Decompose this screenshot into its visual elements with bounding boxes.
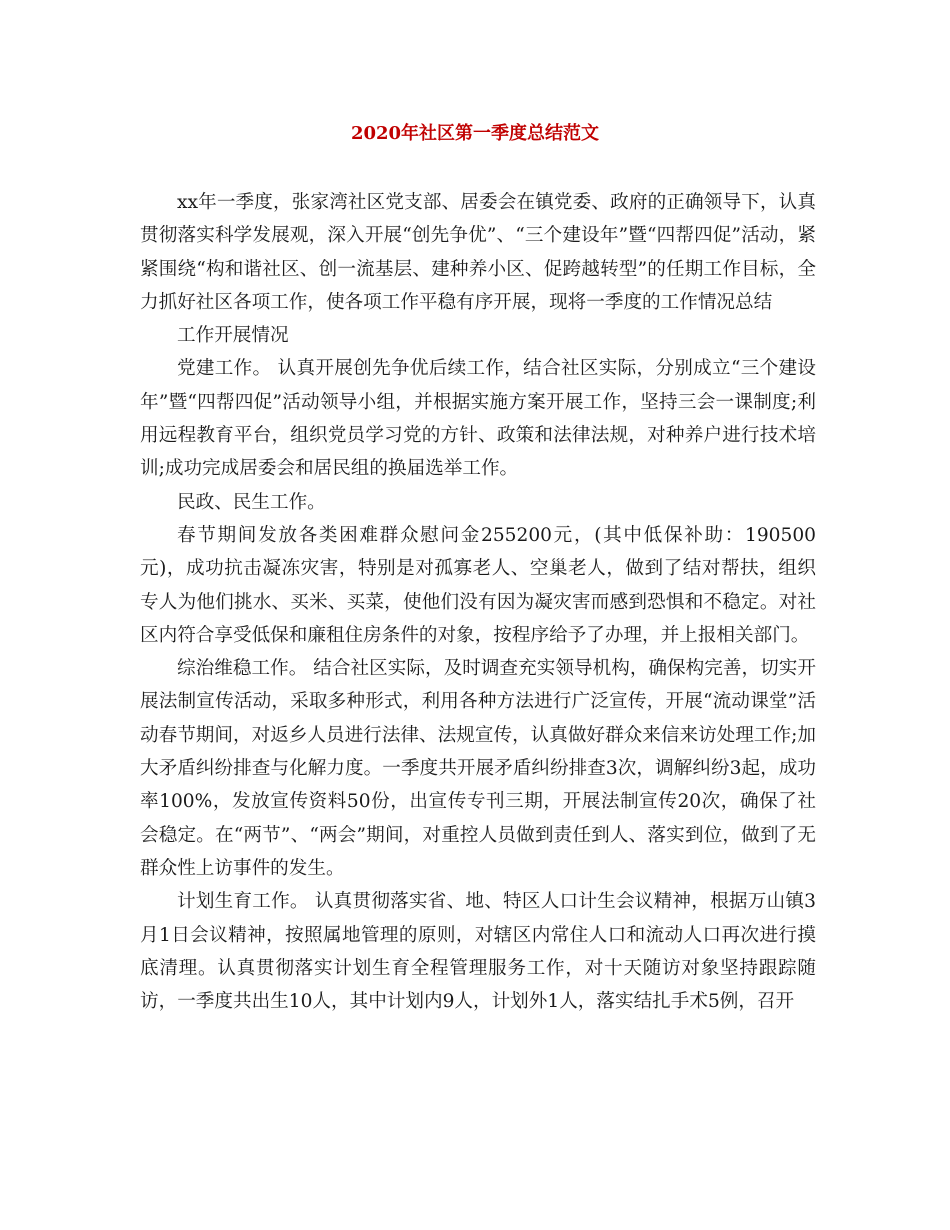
- document-body: [140, 186, 816, 1018]
- paragraph-stability: 综治维稳工作。 结合社区实际，及时调查充实领导机构，确保构完善，切实开展法制宣传活动，采取多种形式，利用各种方法进行广泛宣传，开展“流动课堂”活动春节期间，对返乡人员进行法律、法规宣传，认真做好群众来信来访处理工作;加大矛盾纠纷排查与化解力度。一季度共开展矛盾纠纷排查3次，调解纠纷3起，成功率100%，发放宣传资料50份，出宣传专刊三期，开展法制宣传20次，确保了社会稳定。在“两节”、“两会”期间，对重控人员做到责任到人、落实到位，做到了无群众性上访事件的发生。: [140, 658, 816, 879]
- paragraph-party-building: 党建工作。 认真开展创先争优后续工作，结合社区实际，分别成立“三个建设年”暨“四帮四促”活动领导小组，并根据实施方案开展工作，坚持三会一课制度;利用远程教育平台，组织党员学习党的方针、政策和法律法规，对种养户进行技术培训;成功完成居委会和居民组的换届选举工作。: [140, 358, 816, 480]
- paragraph-spring-festival: 春节期间发放各类困难群众慰问金255200元，(其中低保补助：190500元)，成功抗击凝冻灾害，特别是对孤寡老人、空巢老人，做到了结对帮扶，组织专人为他们挑水、买米、买菜，使他们没有因为凝灾害而感到恐惧和不稳定。对社区内符合享受低保和廉租住房条件的对象，按程序给予了办理，并上报相关部门。: [140, 524, 816, 646]
- paragraph-intro: xx年一季度，张家湾社区党支部、居委会在镇党委、政府的正确领导下，认真贯彻落实科学发展观，深入开展“创先争优”、“三个建设年”暨“四帮四促”活动，紧紧围绕“构和谐社区、创一流基层、建种养小区、促跨越转型”的任期工作目标，全力抓好社区各项工作，使各项工作平稳有序开展，现将一季度的工作情况总结: [140, 192, 816, 313]
- document-title: 2020年社区第一季度总结范文: [350, 123, 600, 144]
- paragraph-family-planning: 计划生育工作。 认真贯彻落实省、地、特区人口计生会议精神，根据万山镇3月1日会议精神，按照属地管理的原则，对辖区内常住人口和流动人口再次进行摸底清理。认真贯彻落实计划生育全程管理服务工作，对十天随访对象坚持跟踪随访，一季度共出生10人，其中计划内9人，计划外1人，落实结扎手术5例，召开: [140, 891, 816, 1013]
- paragraph-section-heading: 工作开展情况: [177, 325, 289, 347]
- paragraph-civil-affairs-heading: 民政、民生工作。: [177, 491, 326, 513]
